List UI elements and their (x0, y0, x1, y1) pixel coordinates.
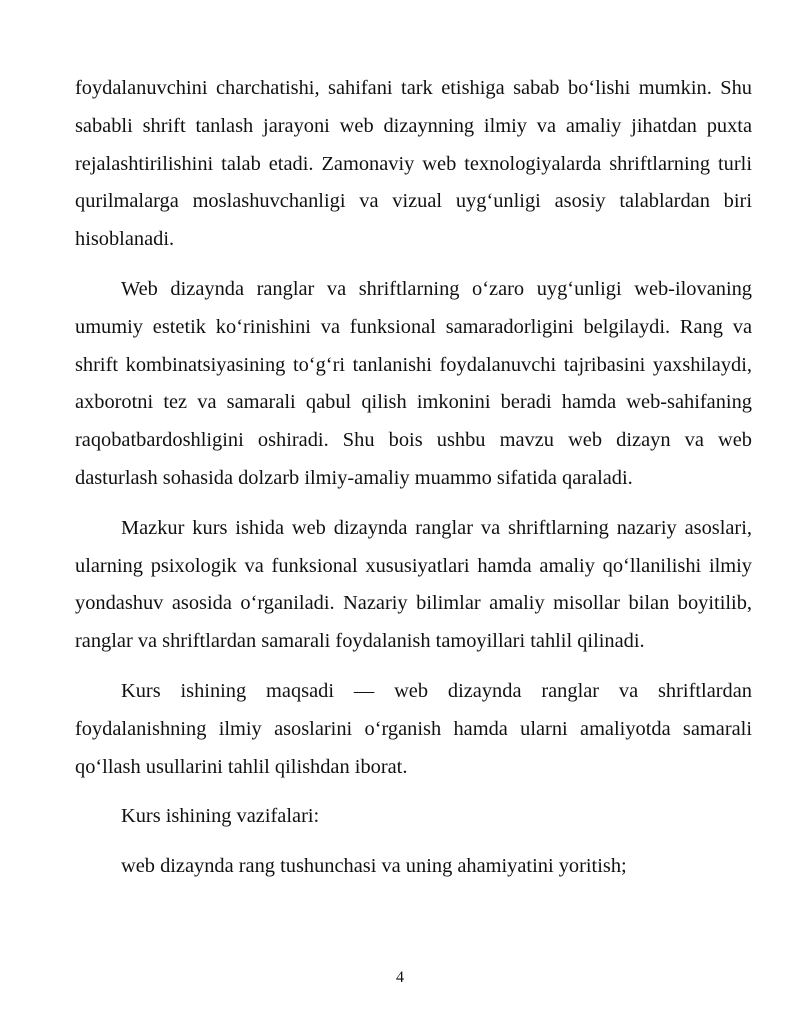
page-number: 4 (396, 969, 404, 986)
paragraph-color-font-harmony: Web dizaynda ranglar va shriftlarning oʻzaro uygʻunligi web-ilovaning umumiy estetik koʻrinishini va funksional samaradorligini belgilaydi. Rang va shrift kombinatsiyasining toʻgʻri tanlanishi foydalanuvchi tajribasini yaxshilaydi, axborotni tez va samarali qabul qilish imkonini beradi hamda web-sahifaning raqobatbardoshligini oshiradi. Shu bois ushbu mavzu web dizayn va web dasturlash sohasida dolzarb ilmiy-amaliy muammo sifatida qaraladi. (75, 277, 752, 489)
paragraph-tasks-heading: Kurs ishining vazifalari: (121, 805, 320, 828)
paragraph-task-item: web dizaynda rang tushunchasi va uning ahamiyatini yoritish; (121, 855, 627, 878)
paragraph-continuation: foydalanuvchini charchatishi, sahifani tark etishiga sabab boʻlishi mumkin. Shu sababli shrift tanlash jarayoni web dizaynning ilmiy va amaliy jihatdan puxta rejalashtirilishini talab etadi. Zamonaviy web texnologiyalarda shriftlarning turli qurilmalarga moslashuvchanligi va vizual uygʻunligi asosiy talablardan biri hisoblanadi. (75, 77, 752, 251)
document-page (75, 70, 752, 898)
paragraph-course-overview: Mazkur kurs ishida web dizaynda ranglar va shriftlarning nazariy asoslari, ularning psixologik va funksional xususiyatlari hamda amaliy qoʻllanilishi ilmiy yondashuv asosida oʻrganiladi. Nazariy bilimlar amaliy misollar bilan boyitilib, ranglar va shriftlardan samarali foydalanish tamoyillari tahlil qilinadi. (75, 516, 752, 653)
paragraph-course-goal: Kurs ishining maqsadi — web dizaynda ranglar va shriftlardan foydalanishning ilmiy asoslarini oʻrganish hamda ularni amaliyotda samarali qoʻllash usullarini tahlil qilishdan iborat. (75, 679, 752, 778)
